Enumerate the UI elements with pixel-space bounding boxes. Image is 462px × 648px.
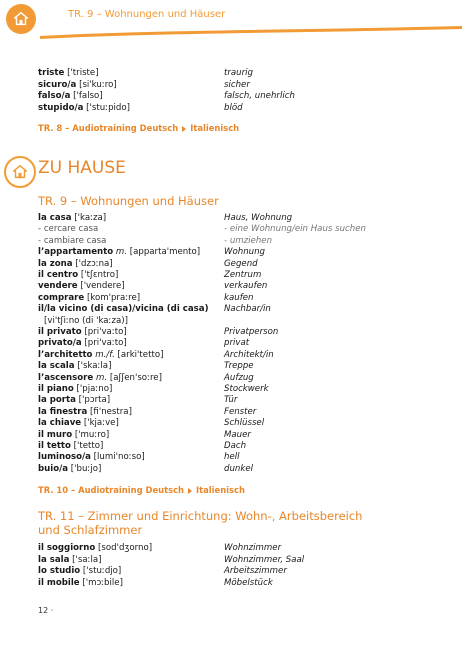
- page-header: [0, 0, 462, 34]
- italian-term: comprare: [38, 292, 85, 303]
- german-translation: sicher: [224, 79, 250, 90]
- german-translation: privat: [224, 338, 250, 349]
- german-translation: Wohnzimmer, Saal: [224, 554, 305, 565]
- pronunciation: [fi'nestra]: [87, 406, 132, 417]
- italian-term: sicuro/a: [38, 79, 77, 90]
- german-translation: - eine Wohnung/ein Haus suchen: [224, 224, 366, 235]
- pronunciation: [aʃʃen'soːre]: [107, 372, 162, 383]
- pronunciation: ['buːjo]: [68, 463, 102, 474]
- german-translation: dunkel: [224, 463, 253, 474]
- pronunciation: ['skaːla]: [74, 361, 112, 372]
- pronunciation: ['tetto]: [70, 441, 104, 451]
- pronunciation: [kom'praːre]: [84, 292, 141, 303]
- vocab-row: [38, 281, 438, 293]
- italian-term: il piano: [38, 384, 74, 394]
- german-translation: Architekt/in: [224, 349, 274, 360]
- vocab-row: [38, 566, 438, 578]
- italian-term: la zona: [38, 258, 73, 269]
- pronunciation: ['muːro]: [72, 429, 110, 440]
- german-translation: Privatperson: [224, 327, 279, 337]
- italian-term: l’appartamento: [38, 247, 114, 258]
- vocab-row: [38, 350, 438, 362]
- vocab-row: [38, 213, 438, 225]
- vocab-row: [38, 91, 438, 103]
- pronunciation: ['stuːpido]: [83, 102, 130, 113]
- german-translation: falsch, unehrlich: [224, 91, 295, 102]
- vocab-row: [38, 236, 438, 248]
- pronunciation: ['kaːza]: [71, 213, 107, 223]
- german-translation: blöd: [224, 102, 243, 113]
- italian-term: vendere: [38, 281, 78, 292]
- vocab-row: [38, 80, 438, 92]
- italian-term: il muro: [38, 429, 73, 440]
- grammar-note: m.: [93, 372, 108, 383]
- german-translation: Wohnung: [224, 247, 265, 258]
- vocab-row: [38, 338, 438, 350]
- vocab-row: [38, 68, 438, 80]
- german-translation: Nachbar/in: [224, 304, 271, 315]
- italian-term: la sala: [38, 554, 70, 565]
- german-translation: Schlüssel: [224, 418, 265, 429]
- pronunciation: ['vendere]: [77, 281, 125, 292]
- german-translation: Stockwerk: [224, 384, 269, 394]
- german-translation: Dach: [224, 441, 247, 451]
- section-title: ZU HAUSE: [38, 158, 126, 178]
- pronunciation: ['kjaːve]: [81, 418, 119, 429]
- italian-term: falso/a: [38, 91, 71, 102]
- german-translation: Aufzug: [224, 372, 254, 383]
- german-translation: Haus, Wohnung: [224, 213, 293, 223]
- italian-term: l’ascensore: [38, 372, 94, 383]
- german-translation: - umziehen: [224, 235, 273, 246]
- pronunciation: [arki'tetto]: [114, 349, 164, 360]
- vocab-row: [38, 373, 438, 385]
- pronunciation: ['pjaːno]: [73, 384, 113, 394]
- vocab-row: [38, 247, 438, 259]
- german-translation: Mauer: [224, 429, 251, 440]
- german-translation: Fenster: [224, 406, 257, 417]
- italian-term: luminoso/a: [38, 452, 91, 463]
- vocab-row: [38, 259, 438, 271]
- italian-term: la chiave: [38, 418, 82, 429]
- vocab-row: [38, 430, 438, 442]
- pronunciation: ['pɔrta]: [75, 395, 111, 406]
- italian-term: la casa: [38, 213, 72, 223]
- italian-term: stupido/a: [38, 102, 84, 113]
- pronunciation: [lumi'noːso]: [90, 452, 145, 463]
- italian-term: la scala: [38, 361, 75, 372]
- vocab-row: [38, 555, 438, 567]
- play-arrow-icon: [182, 126, 186, 132]
- italian-term: - cercare casa: [38, 224, 99, 235]
- italian-term: lo studio: [38, 566, 81, 577]
- vocab-row: [38, 543, 438, 555]
- pronunciation: [sod'dʒorno]: [95, 543, 153, 553]
- vocab-row: [38, 578, 438, 590]
- german-translation: kaufen: [224, 292, 254, 303]
- vocab-row: [38, 304, 438, 316]
- pronunciation: [apparta'mento]: [127, 247, 201, 258]
- house-icon: [4, 156, 36, 188]
- italian-term: il soggiorno: [38, 543, 96, 553]
- vocab-row: [38, 441, 438, 453]
- track-heading-11: TR. 11 – Zimmer und Einrichtung: Wohn-, Arbeitsbereich und Schlafzimmer: [38, 509, 363, 537]
- grammar-note: m.: [113, 247, 128, 258]
- running-title: TR. 9 – Wohnungen und Häuser: [68, 9, 226, 20]
- italian-term: privato/a: [38, 338, 82, 349]
- vocab-row: [38, 316, 444, 328]
- italian-term: il/la vicino (di casa)/vicina (di casa): [38, 304, 209, 315]
- pronunciation: ['mɔːbile]: [79, 577, 123, 588]
- italian-term: il mobile: [38, 577, 80, 588]
- vocab-row: [38, 384, 438, 396]
- german-translation: hell: [224, 452, 240, 463]
- german-translation: Tür: [224, 395, 238, 406]
- german-translation: Gegend: [224, 258, 258, 269]
- vocab-row: [38, 464, 438, 476]
- pronunciation: [pri'vaːto]: [81, 338, 127, 349]
- italian-term: triste: [38, 68, 65, 78]
- italian-term: la finestra: [38, 406, 88, 417]
- german-translation: Wohnzimmer: [224, 543, 282, 553]
- italian-term: l’architetto: [38, 349, 93, 360]
- home-icon[interactable]: [6, 4, 36, 34]
- german-translation: Treppe: [224, 361, 254, 372]
- pronunciation: [si'kuːro]: [76, 79, 117, 90]
- vocab-row: [38, 361, 438, 373]
- italian-term: la porta: [38, 395, 76, 406]
- track-heading-9: TR. 9 – Wohnungen und Häuser: [38, 194, 219, 208]
- german-translation: Möbelstück: [224, 577, 273, 588]
- pronunciation: [vi'tʃiːno (di 'kaːza)]: [44, 315, 128, 326]
- italian-term: buio/a: [38, 463, 69, 474]
- vocab-row: [38, 293, 438, 305]
- pronunciation: ['tʃɛntro]: [78, 270, 119, 280]
- italian-term: il privato: [38, 327, 82, 337]
- german-translation: Zentrum: [224, 270, 262, 280]
- pronunciation: ['dzɔːna]: [72, 258, 113, 269]
- vocab-row: [38, 327, 438, 339]
- german-translation: verkaufen: [224, 281, 268, 292]
- vocab-row: [38, 452, 438, 464]
- audiotraining-link-10[interactable]: TR. 10 – Audiotraining Deutsch Italienisch: [38, 485, 245, 495]
- pronunciation: ['falso]: [70, 91, 103, 102]
- vocab-row: [38, 407, 438, 419]
- vocab-row: [38, 224, 438, 236]
- italian-term: il tetto: [38, 441, 71, 451]
- audiotraining-link-8[interactable]: TR. 8 – Audiotraining Deutsch Italienisch: [38, 123, 240, 133]
- pronunciation: ['triste]: [64, 68, 99, 78]
- vocab-row: [38, 103, 438, 115]
- pronunciation: ['saːla]: [69, 554, 102, 565]
- vocab-row: [38, 418, 438, 430]
- vocab-row: [38, 270, 438, 282]
- german-translation: traurig: [224, 68, 253, 78]
- pronunciation: ['stuːdjo]: [80, 566, 122, 577]
- vocab-row: [38, 395, 438, 407]
- play-arrow-icon: [188, 488, 192, 494]
- header-swoosh: [0, 0, 462, 40]
- grammar-note: m./f.: [92, 349, 115, 360]
- page-number: 12 ·: [38, 606, 54, 615]
- pronunciation: [pri'vaːto]: [81, 327, 127, 337]
- german-translation: Arbeitszimmer: [224, 566, 287, 577]
- italian-term: - cambiare casa: [38, 235, 107, 246]
- italian-term: il centro: [38, 270, 79, 280]
